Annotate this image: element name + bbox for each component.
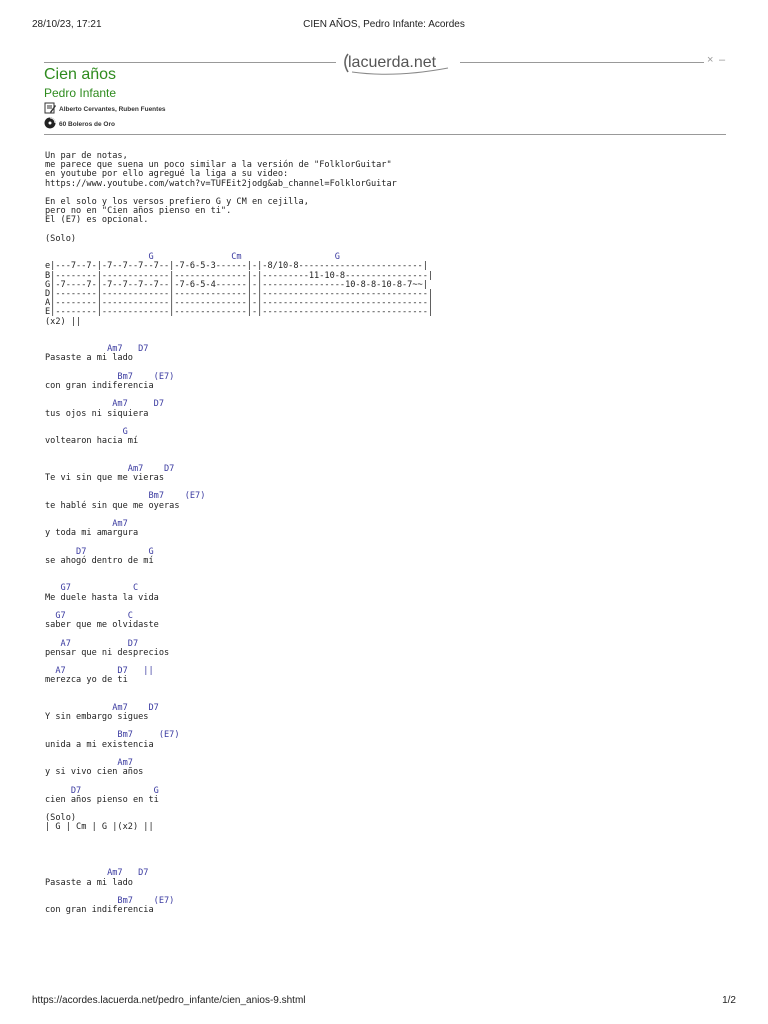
chord-line[interactable]: Am7 D7 — [45, 868, 149, 879]
chord-line[interactable]: D7 G — [45, 785, 159, 796]
pencil-icon — [44, 102, 56, 116]
tab-string-A: A|--------|-------------|--------------|-|--------------------------------| — [45, 298, 434, 309]
lyric-line: Me duele hasta la vida — [45, 592, 159, 603]
tab-string-G: G|-7----7-|-7--7--7--7--|-7-6-5-4------|-|----------------10-8-8-10-8-7~~| — [45, 279, 428, 290]
disc-icon — [44, 117, 56, 131]
header-rule-left — [44, 62, 336, 63]
lyric-line: Y sin embargo sigues — [45, 712, 149, 723]
print-url: https://acordes.lacuerda.net/pedro_infante/cien_anios-9.shtml — [32, 995, 306, 1006]
print-title: CIEN AÑOS, Pedro Infante: Acordes — [303, 19, 465, 30]
chord-line[interactable]: A7 D7 — [45, 638, 139, 649]
lyric-line: voltearon hacia mí — [45, 436, 139, 447]
section-label: (Solo) — [45, 233, 77, 244]
blank-line — [45, 226, 745, 235]
lyric-line: y toda mi amargura — [45, 528, 139, 539]
intro-line: El (E7) es opcional. — [45, 215, 149, 226]
print-date: 28/10/23, 17:21 — [32, 19, 102, 30]
intro-line: Un par de notas, — [45, 151, 128, 161]
solo-label: (Solo) — [45, 813, 77, 824]
svg-text:lacuerda.net: lacuerda.net — [348, 54, 437, 71]
lyric-line: cien años pienso en ti — [45, 794, 159, 805]
lyric-line: Te vi sin que me vieras — [45, 472, 164, 483]
guitar-tab — [45, 253, 745, 327]
lyric-line: y si vivo cien años — [45, 767, 144, 778]
verses — [45, 345, 745, 915]
tab-string-D: D|--------|-------------|--------------|-|--------------------------------| — [45, 289, 434, 299]
chord-line[interactable]: Am7 — [45, 518, 128, 529]
authors-text[interactable]: Alberto Cervantes, Ruben Fuentes — [59, 105, 166, 113]
lyric-line: saber que me olvidaste — [45, 620, 159, 631]
chord-line[interactable]: Am7 D7 — [45, 399, 164, 410]
site-logo[interactable] — [340, 48, 454, 76]
tab-repeat: (x2) || — [45, 316, 82, 327]
intro-line: me parece que suena un poco similar a la versión de "FolklorGuitar" — [45, 160, 392, 171]
youtube-link[interactable]: https://www.youtube.com/watch?v=TUFEit2jodg&ab_channel=FolklorGuitar — [45, 178, 397, 189]
tab-string-E: E|--------|-------------|--------------|-|--------------------------------| — [45, 307, 434, 318]
tab-chords[interactable]: G Cm G — [45, 252, 340, 263]
lyric-line: con gran indiferencia — [45, 905, 154, 916]
header-rule-right — [460, 62, 704, 63]
album-row — [44, 117, 115, 131]
minimize-icon[interactable]: – — [719, 54, 726, 66]
lyric-line: unida a mi existencia — [45, 739, 154, 750]
chord-line[interactable]: Am7 D7 — [45, 702, 159, 713]
chord-line[interactable]: G — [45, 426, 128, 437]
song-content — [45, 152, 745, 915]
chord-line[interactable]: Am7 — [45, 758, 133, 769]
tab-string-B: B|--------|-------------|--------------|-|---------11-10-8----------------| — [45, 270, 434, 281]
chord-line[interactable]: Bm7 (E7) — [45, 371, 175, 382]
lyric-line: Pasaste a mi lado — [45, 877, 133, 888]
solo-progression: | G | Cm | G |(x2) || — [45, 822, 154, 833]
authors-row — [44, 102, 166, 116]
lyric-line: con gran indiferencia — [45, 380, 154, 391]
intro-line: en youtube por ello agregué la liga a su video: — [45, 169, 289, 180]
artist-link[interactable]: Pedro Infante — [44, 86, 117, 100]
header-divider — [44, 134, 726, 135]
intro-notes — [45, 152, 745, 244]
lyric-line: te hablé sin que me oyeras — [45, 500, 180, 511]
chord-line[interactable]: Bm7 (E7) — [45, 491, 206, 502]
lyric-line: pensar que ni desprecios — [45, 647, 170, 658]
lyric-line: se ahogó dentro de mí — [45, 555, 154, 566]
intro-line: En el solo y los versos prefiero G y CM en cejilla, — [45, 197, 309, 207]
chord-line[interactable]: A7 D7 || — [45, 666, 154, 677]
chord-line[interactable]: D7 G — [45, 546, 154, 557]
lyric-line: Pasaste a mi lado — [45, 353, 133, 364]
close-icon[interactable]: × — [707, 54, 714, 66]
chord-line[interactable]: Am7 D7 — [45, 463, 175, 474]
chord-line[interactable]: Bm7 (E7) — [45, 896, 175, 906]
chord-line[interactable]: Bm7 (E7) — [45, 730, 180, 741]
chord-line[interactable]: Am7 D7 — [45, 344, 149, 355]
lyric-line: tus ojos ni siquiera — [45, 408, 149, 419]
chord-line[interactable]: G7 C — [45, 610, 133, 621]
song-title: Cien años — [44, 66, 117, 83]
lyric-line: merezca yo de ti — [45, 675, 128, 686]
intro-line: pero no en "Cien años pienso en ti". — [45, 206, 232, 217]
page-number: 1/2 — [722, 995, 736, 1006]
tab-string-e: e|---7--7-|-7--7--7--7--|-7-6-5-3------|-|-8/10-8------------------------| — [45, 261, 428, 272]
chord-line[interactable]: G7 C — [45, 583, 139, 594]
album-text[interactable]: 60 Boleros de Oro — [59, 120, 115, 128]
